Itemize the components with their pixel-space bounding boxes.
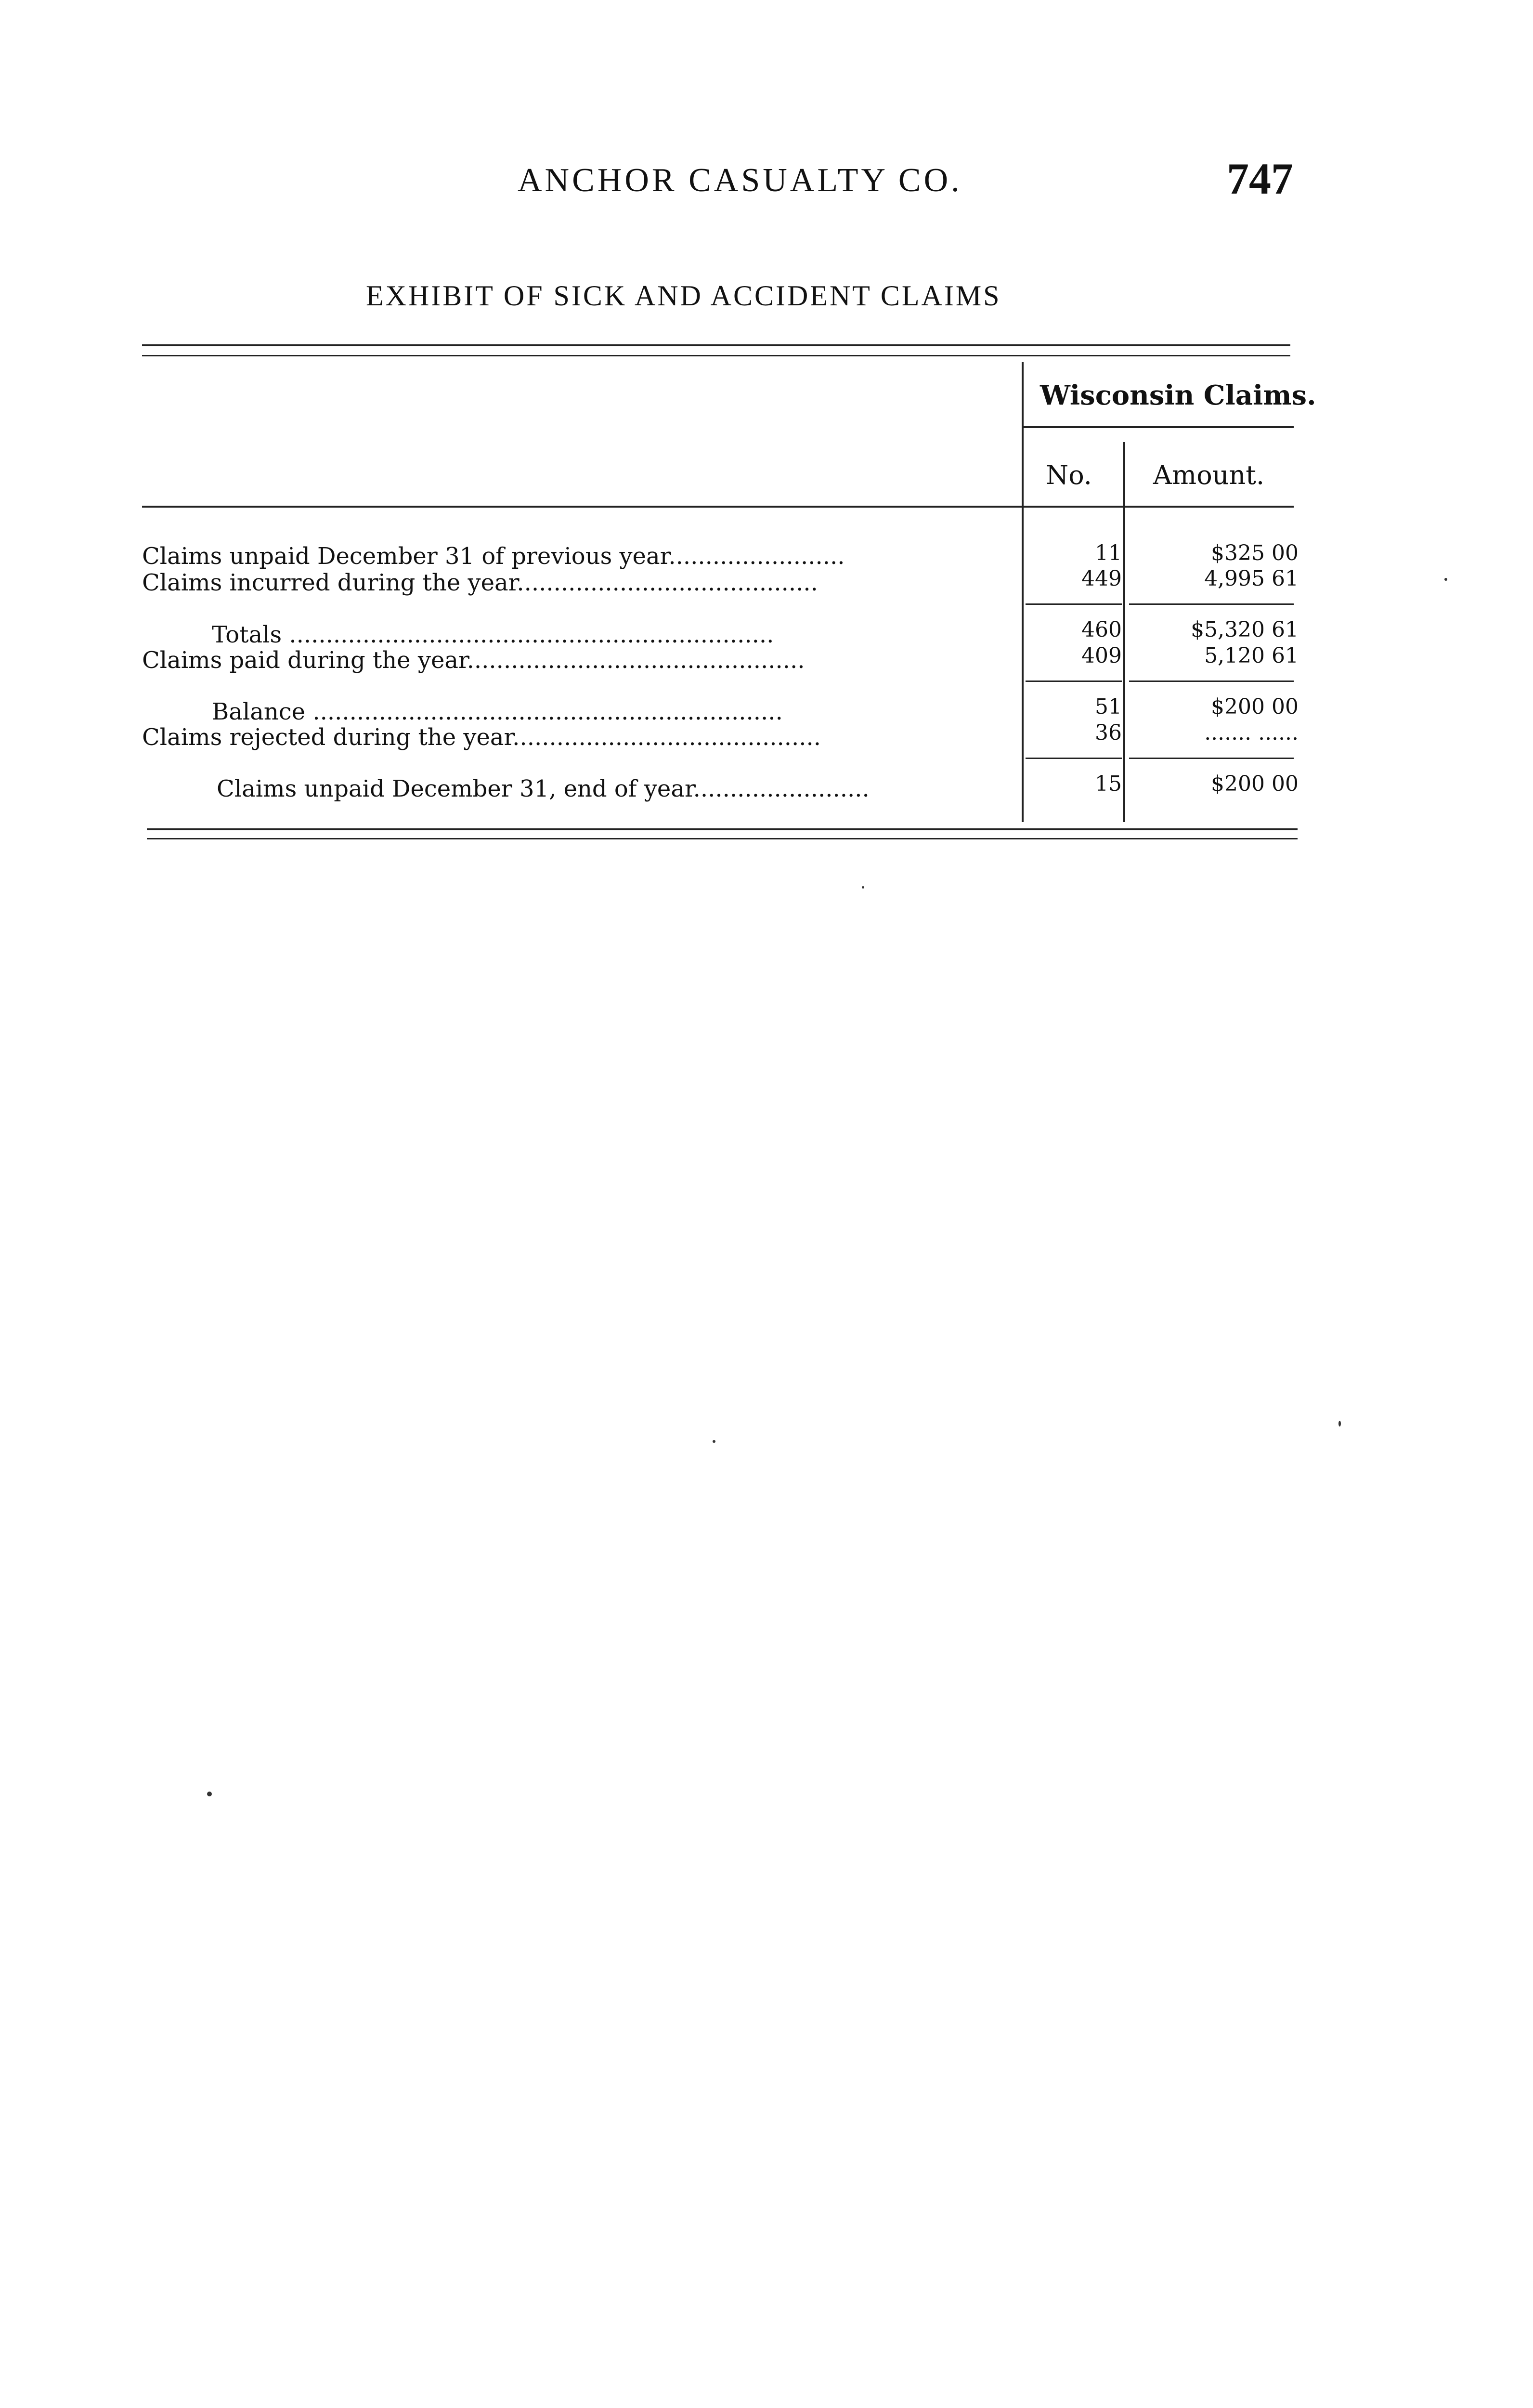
table-bottom-rule	[147, 828, 1298, 830]
row-label: Claims rejected during the year..........................................	[142, 724, 821, 751]
row-label: Claims paid during the year..............................................	[142, 647, 805, 674]
column-header-no: No.	[1046, 460, 1092, 490]
row-label: Totals ..................................................................	[212, 621, 774, 648]
scan-speck	[1444, 578, 1447, 581]
table-top-rule-2	[142, 355, 1290, 356]
row-label: Balance ................................................................	[212, 698, 783, 725]
exhibit-title: EXHIBIT OF SICK AND ACCIDENT CLAIMS	[366, 280, 1001, 312]
row-no: 15	[1095, 772, 1122, 796]
scan-speck	[862, 886, 864, 889]
scan-speck	[1338, 1421, 1341, 1426]
header-bottom-rule	[142, 506, 1294, 508]
row-label: Claims unpaid December 31, end of year........................	[217, 775, 870, 802]
row-amount: 5,120 61	[1204, 643, 1299, 668]
row-no: 51	[1095, 694, 1122, 719]
running-head: ANCHOR CASUALTY CO.	[518, 162, 962, 199]
subtotal-rule-no	[1026, 603, 1122, 605]
row-label: Claims unpaid December 31 of previous year........................	[142, 543, 845, 570]
row-amount: $200 00	[1211, 694, 1299, 719]
scan-speck	[713, 1440, 715, 1443]
column-divider-label	[1022, 362, 1024, 822]
row-amount: $325 00	[1211, 541, 1299, 565]
column-header-amount: Amount.	[1153, 460, 1265, 490]
table-top-rule	[142, 344, 1290, 346]
subtotal-rule-amount	[1129, 758, 1294, 759]
subtotal-rule-amount	[1129, 603, 1294, 605]
row-amount: ....... ......	[1204, 720, 1299, 745]
row-no: 409	[1081, 643, 1122, 668]
scan-speck	[207, 1792, 212, 1796]
row-no: 36	[1095, 720, 1122, 745]
row-label: Claims incurred during the year.........................................	[142, 569, 818, 596]
table-bottom-rule-2	[147, 838, 1298, 839]
subtotal-rule-no	[1026, 681, 1122, 682]
row-amount: 4,995 61	[1204, 566, 1299, 591]
subtotal-rule-no	[1026, 758, 1122, 759]
column-group-header: Wisconsin Claims.	[1040, 380, 1316, 411]
row-no: 449	[1081, 566, 1122, 591]
subtotal-rule-amount	[1129, 681, 1294, 682]
page-number: 747	[1227, 154, 1293, 203]
row-amount: $5,320 61	[1191, 617, 1299, 642]
row-no: 460	[1081, 617, 1122, 642]
row-no: 11	[1095, 541, 1122, 565]
column-divider-no-amount	[1123, 442, 1125, 822]
row-amount: $200 00	[1211, 772, 1299, 796]
column-group-rule	[1022, 426, 1294, 428]
